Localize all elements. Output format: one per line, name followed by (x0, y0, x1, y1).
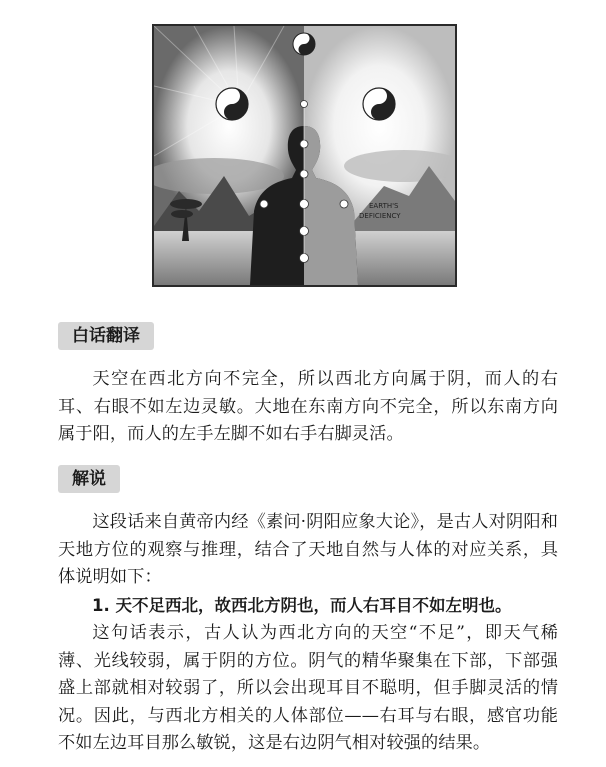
point-1-body-paragraph: 这句话表示，古人认为西北方向的天空“不足”，即天气稀薄、光线较弱，属于阴的方位。阴气的精华聚集在下部，下部强盛上部就相对较弱了，所以会出现耳目不聪明，但手脚灵活的情况。因此，与西北方相关的人体部位——右耳与右眼，感官功能不如左边耳目那么敏锐，这是右边阴气相对较强的结果。 (58, 623, 558, 753)
point-1-heading: 1. 天不足西北，故西北方阴也，而人右耳目不如左明也。 (92, 596, 512, 615)
section-label-translation: 白话翻译 (58, 322, 154, 350)
section-label-explanation: 解说 (58, 465, 120, 493)
illustration-graphic (154, 26, 455, 285)
caption-earths: EARTH'S (369, 202, 399, 210)
caption-deficiency: DEFICIENCY (359, 212, 401, 220)
yin-yang-body-illustration (152, 24, 457, 287)
explanation-intro-paragraph: 这段话来自黄帝内经《素问·阴阳应象大论》，是古人对阴阳和天地方位的观察与推理，结合了天地自然与人体的对应关系，具体说明如下： (58, 512, 558, 587)
translation-paragraph: 天空在西北方向不完全，所以西北方向属于阴，而人的右耳、右眼不如左边灵敏。大地在东南方向不完全，所以东南方向属于阳，而人的左手左脚不如右手右脚灵活。 (58, 369, 558, 444)
